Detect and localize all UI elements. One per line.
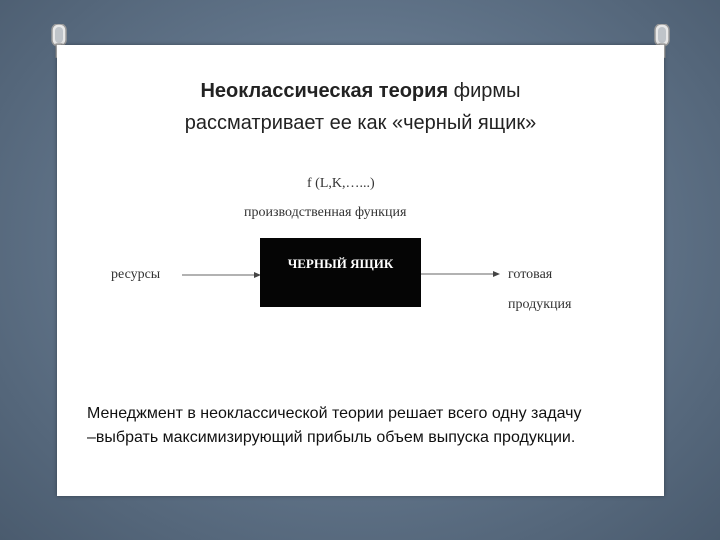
black-box [260,238,421,307]
body-text [87,402,662,450]
function-label: f (L,K,…...) [307,176,375,191]
slide-title [57,75,664,139]
input-label: ресурсы [111,267,161,282]
output-label-line-1: готовая [508,267,553,282]
input-arrow [182,270,262,280]
body-line-1: Менеджмент в неоклассической теории решает всего одну задачу [87,405,582,422]
output-arrow [421,269,501,279]
output-label-line-2: продукция [508,297,572,312]
black-box-label: ЧЕРНЫЙ ЯЩИК [287,256,394,271]
title-rest-part: фирмы [448,80,521,102]
title-bold-part: Неоклассическая теория [200,80,449,102]
body-line-2: –выбрать максимизирующий прибыль объем выпуска продукции. [87,429,576,446]
title-line-2: рассматривает ее как «черный ящик» [184,112,537,134]
slide-card [57,45,664,496]
function-caption: производственная функция [244,205,407,220]
title-line-1 [57,75,664,107]
